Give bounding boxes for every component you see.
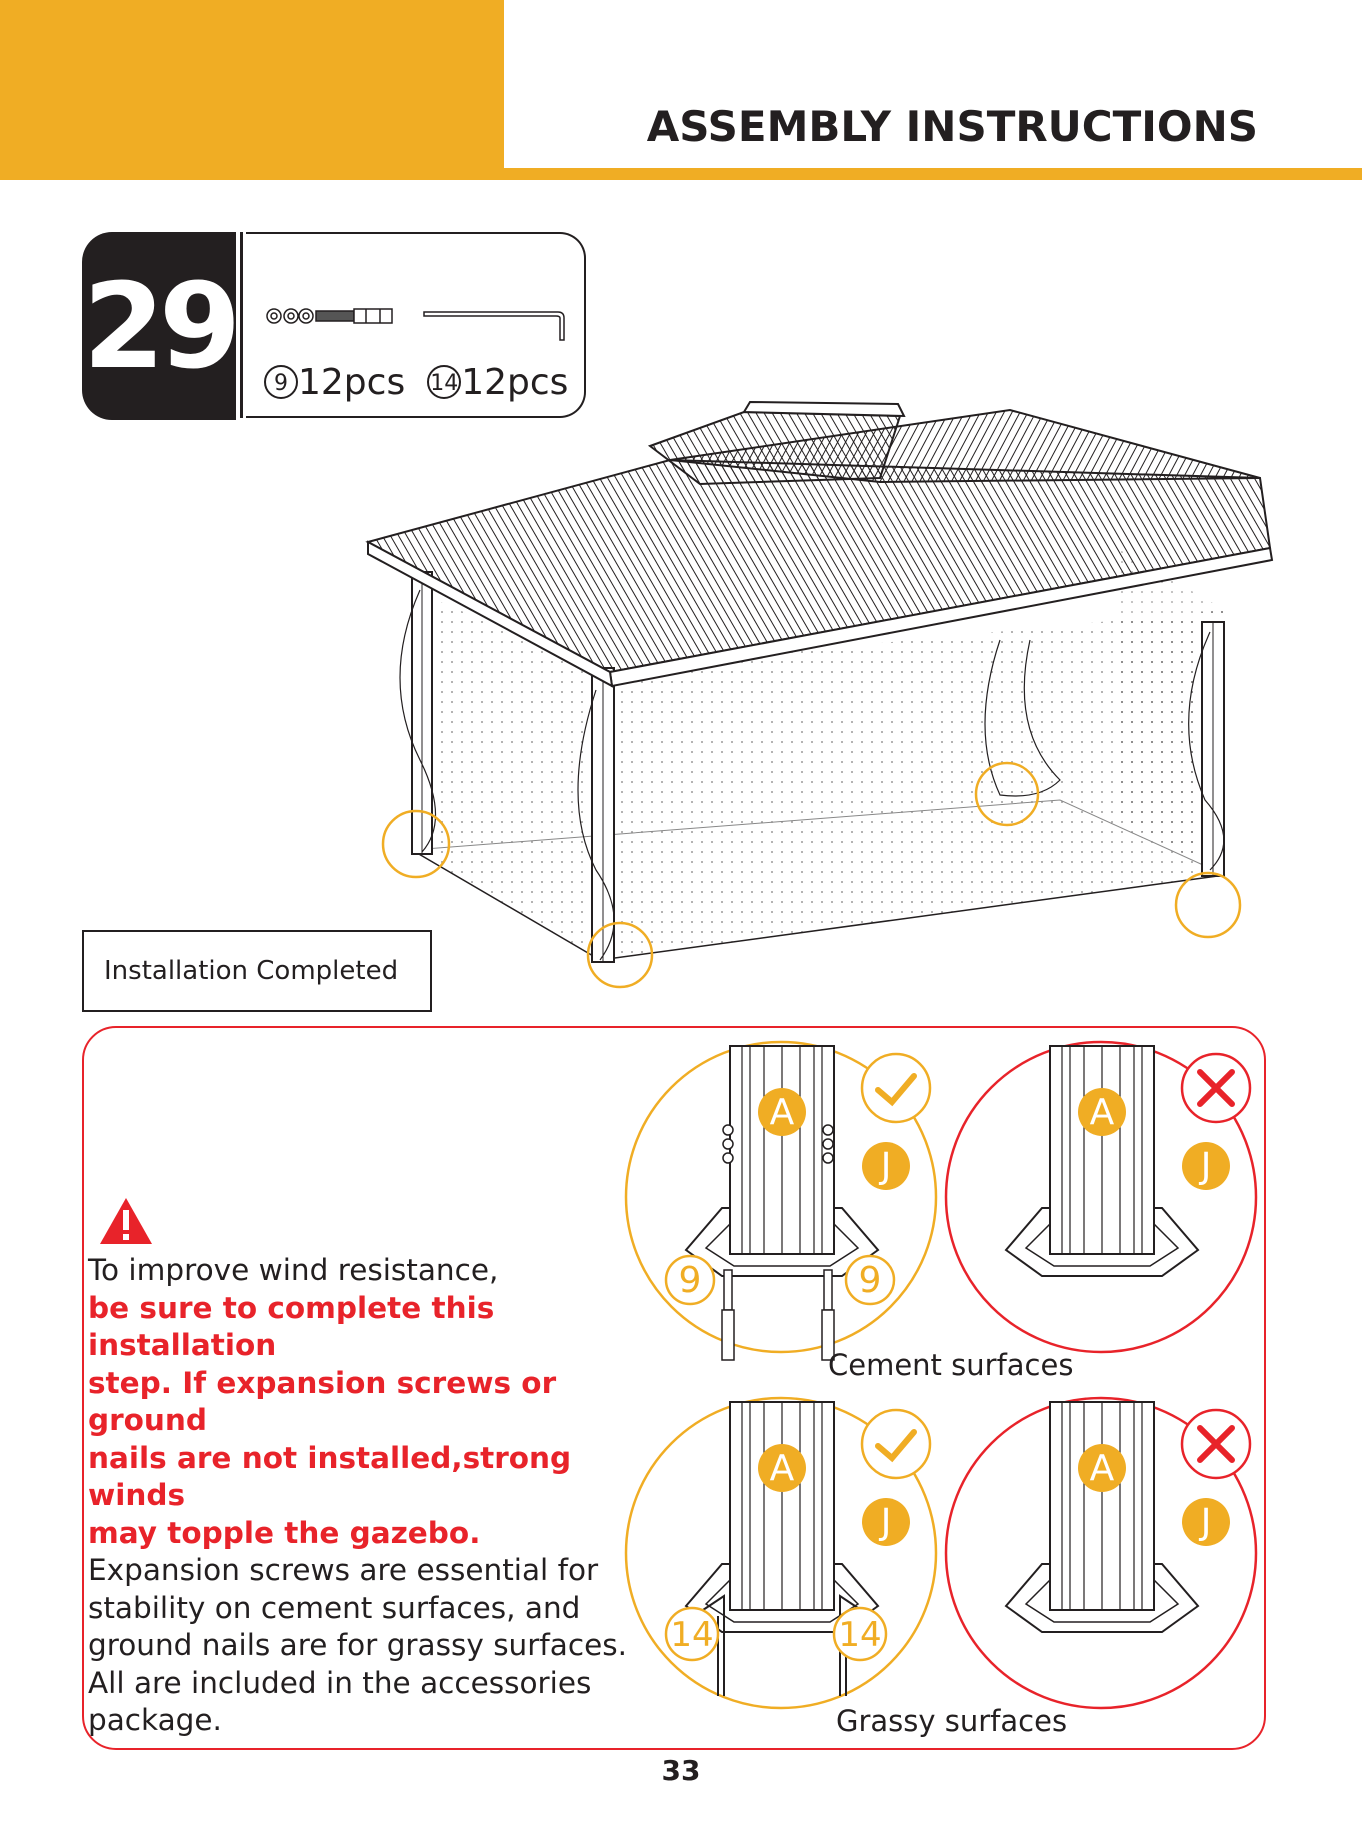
- expansion-screw-icon: [267, 309, 392, 323]
- step-number: 29: [82, 232, 236, 420]
- detail-grassy-wrong: [944, 1396, 1264, 1716]
- screw-label: 9: [858, 1260, 882, 1301]
- warning-icon: [98, 1196, 154, 1246]
- warning-emphasis: may topple the gazebo.: [88, 1515, 481, 1550]
- part-qty: 12pcs: [461, 362, 569, 403]
- detail-cement-correct: [624, 1040, 944, 1360]
- base-label: J: [880, 1146, 892, 1187]
- hex-key-icon: [424, 312, 564, 340]
- page-title: ASSEMBLY INSTRUCTIONS: [646, 102, 1258, 151]
- part-id-badge: 14: [427, 365, 461, 399]
- warning-emphasis: be sure to complete this installation: [88, 1290, 495, 1362]
- grassy-caption: Grassy surfaces: [836, 1704, 1068, 1738]
- warning-body: Expansion screws are essential for: [88, 1553, 599, 1587]
- warning-text: [88, 1252, 648, 1740]
- warning-emphasis: nails are not installed,strong winds: [88, 1440, 572, 1512]
- detail-cement-wrong: [944, 1040, 1264, 1360]
- warning-body: package.: [88, 1703, 222, 1737]
- post-label: A: [1089, 1092, 1115, 1133]
- warning-emphasis: step. If expansion screws or ground: [88, 1365, 557, 1437]
- base-label: J: [1200, 1146, 1212, 1187]
- warning-body: All are included in the accessories: [88, 1665, 592, 1700]
- part-id-badge: 9: [264, 365, 298, 399]
- post-label: A: [769, 1448, 795, 1489]
- warning-body: stability on cement surfaces, and: [88, 1590, 581, 1625]
- gazebo-illustration: [360, 400, 1280, 1000]
- base-label: J: [880, 1502, 892, 1543]
- warning-intro: To improve wind resistance,: [88, 1253, 499, 1287]
- nail-label: 14: [670, 1615, 714, 1655]
- warning-body: ground nails are for grassy surfaces.: [88, 1628, 627, 1662]
- base-label: J: [1200, 1502, 1212, 1543]
- detail-grassy-correct: [624, 1396, 944, 1716]
- cement-caption: Cement surfaces: [828, 1348, 1074, 1382]
- header-accent-line: [0, 168, 1362, 180]
- page-number: 33: [661, 1754, 701, 1787]
- post-label: A: [769, 1092, 795, 1133]
- screw-label: 9: [678, 1260, 702, 1301]
- parts-list: [264, 362, 568, 403]
- post-label: A: [1089, 1448, 1115, 1489]
- nail-label: 14: [838, 1615, 882, 1655]
- parts-illustration: [260, 296, 580, 346]
- header-accent-block: [0, 0, 504, 176]
- part-qty: 12pcs: [298, 362, 406, 403]
- status-label: Installation Completed: [82, 930, 432, 1012]
